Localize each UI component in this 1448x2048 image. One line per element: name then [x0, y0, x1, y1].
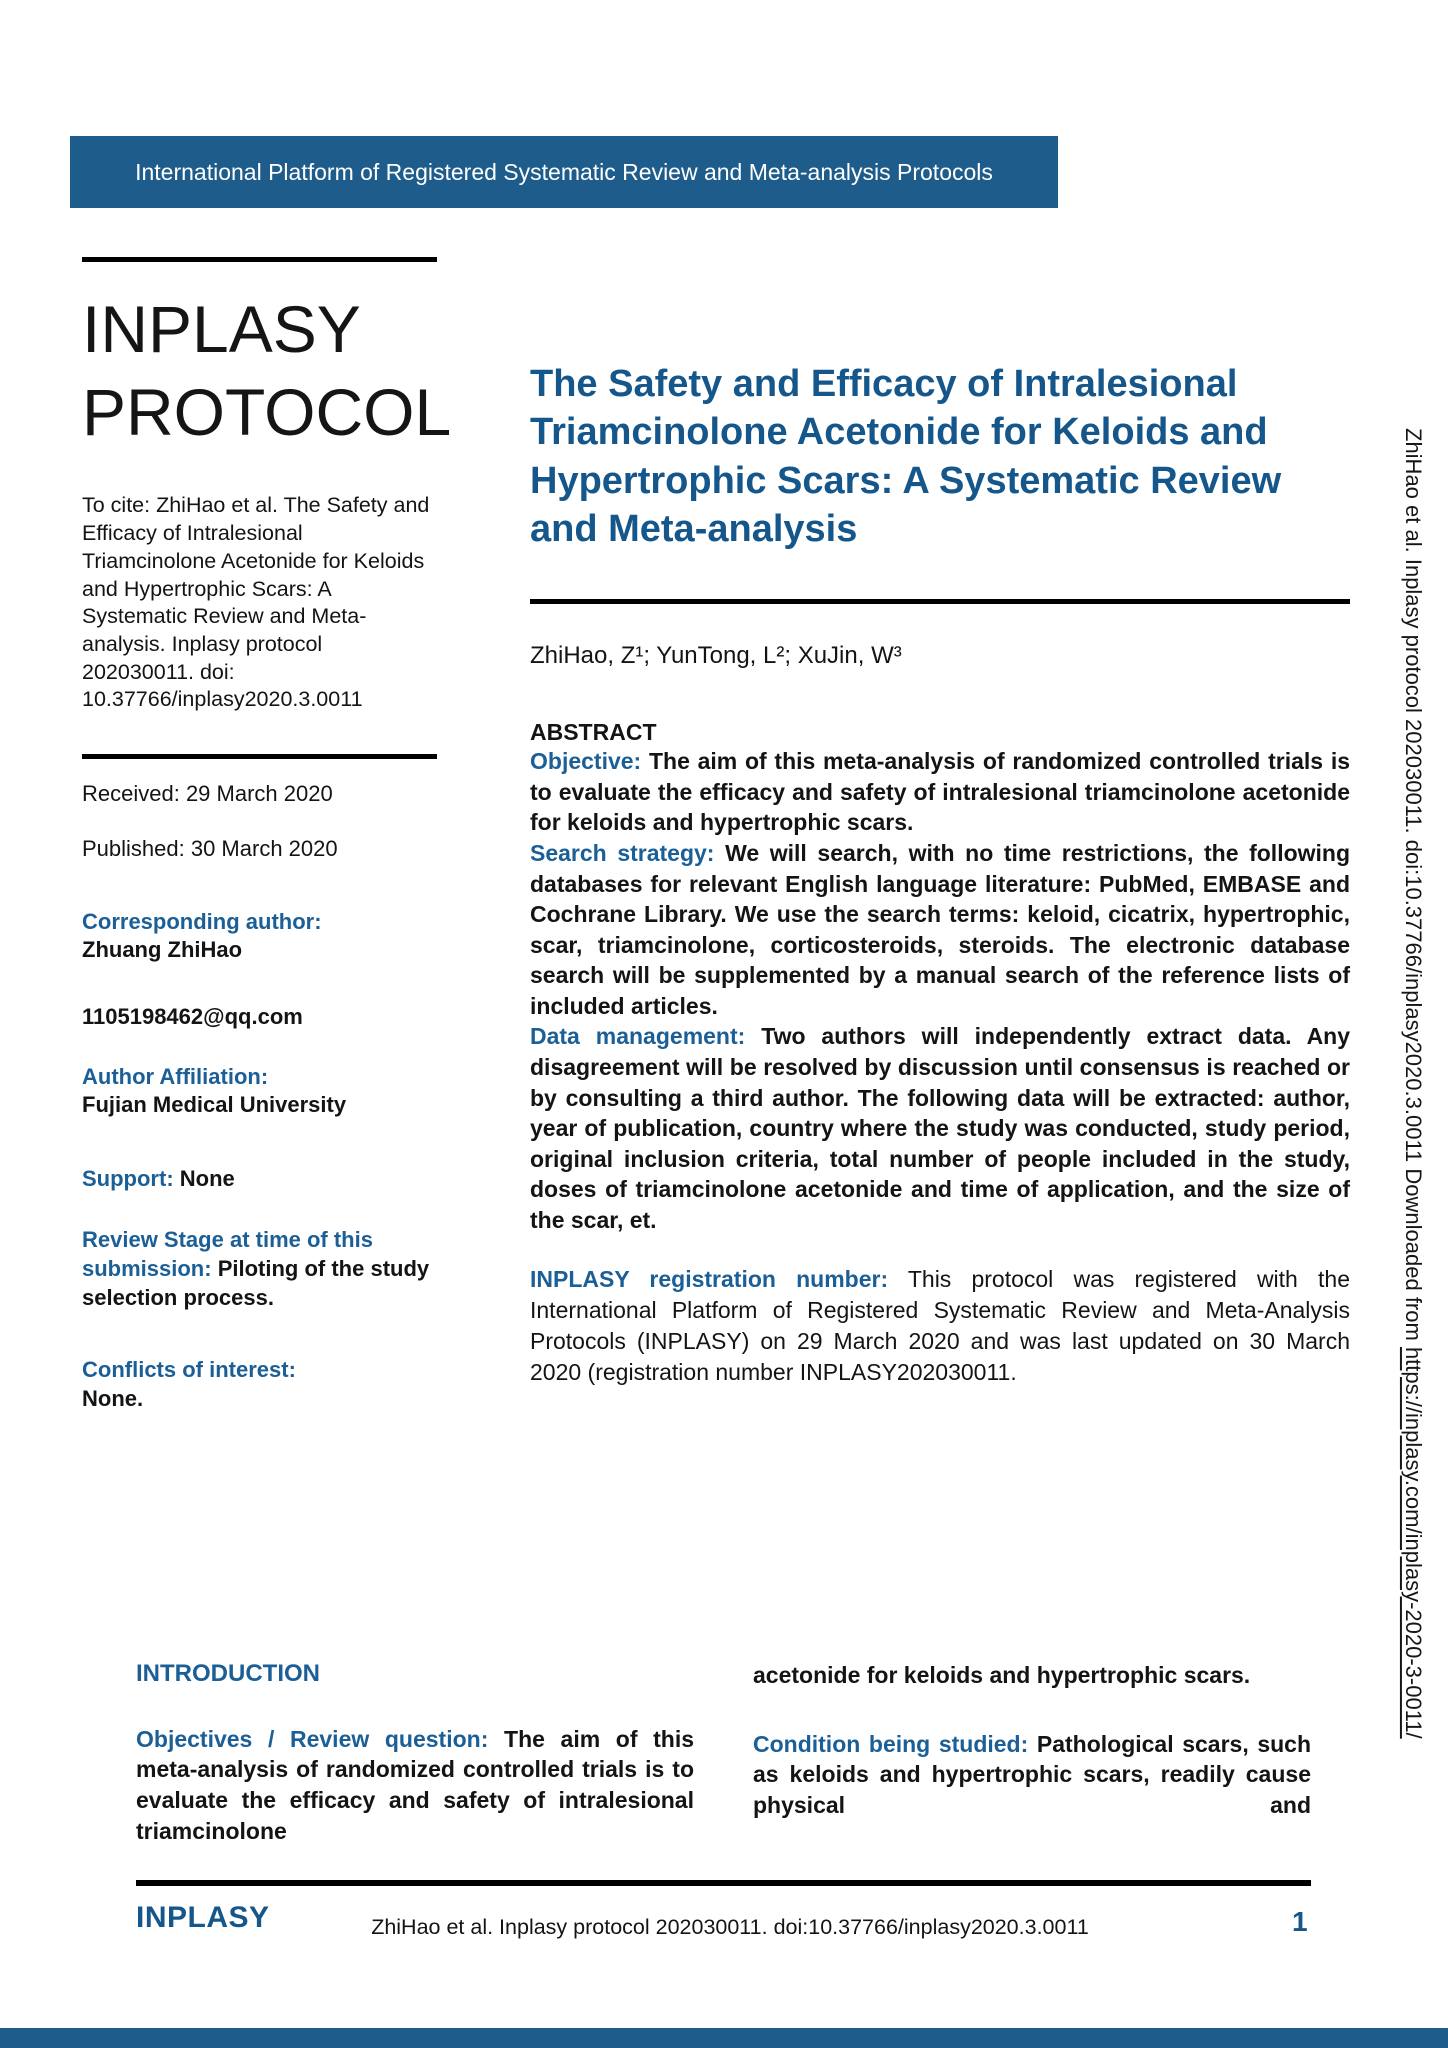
affiliation-block	[82, 1063, 437, 1120]
corresponding-author-name: Zhuang ZhiHao	[82, 937, 243, 963]
left-column	[82, 257, 452, 1413]
conflicts-label: Conflicts of interest:	[82, 1357, 296, 1383]
objectives-text-col1: The aim of this meta-analysis of randomized controlled trials is to evaluate the efficacy and safety of intralesional triamcinolone	[136, 1725, 695, 1844]
title-rule	[530, 599, 1350, 604]
affiliation-value: Fujian Medical University	[82, 1092, 347, 1118]
banner	[70, 136, 1058, 208]
search-strategy-text: We will search, with no time restrictions, the following databases for relevant English language literature: PubMed, EMBASE and Cochrane Library. We use the search terms: keloid, cicatrix, hypertrophic, scar, triamcinolone, corticosteroids, steroids. The electronic database search will be supplemented by a manual search of the reference lists of included articles.	[530, 839, 1351, 1019]
bottom-bar	[0, 2028, 1448, 2048]
objectives-text-col2: acetonide for keloids and hypertrophic scars.	[753, 1662, 1251, 1688]
conflicts-block	[82, 1356, 437, 1413]
introduction-left-column	[136, 1660, 694, 1846]
corresponding-author-label: Corresponding author:	[82, 908, 322, 934]
objective-label: Objective:	[530, 748, 642, 775]
review-stage-block	[82, 1226, 437, 1312]
condition-paragraph	[753, 1729, 1311, 1821]
support-block	[82, 1165, 437, 1194]
review-stage-value: Piloting of the study selection process.	[82, 1256, 430, 1310]
masthead-line1: INPLASY	[82, 292, 361, 366]
footer-logo: INPLASY	[136, 1901, 270, 1934]
article-title: The Safety and Efficacy of Intralesional Triamcinolone Acetonide for Keloids and Hypertrophic Scars: A Systematic Review and Meta-analysis	[530, 363, 1282, 550]
objective-text: The aim of this meta-analysis of randomized controlled trials is to evaluate the efficacy and safety of intralesional triamcinolone acetonide for keloids and hypertrophic scars.	[530, 748, 1350, 836]
condition-label: Condition being studied:	[753, 1730, 1029, 1757]
footer-rule	[136, 1880, 1311, 1886]
article-column	[530, 330, 1350, 1388]
abstract-data-management	[530, 1021, 1350, 1235]
introduction-heading: INTRODUCTION	[136, 1660, 320, 1687]
masthead	[82, 288, 452, 454]
condition-text: Pathological scars, such as keloids and hypertrophic scars, readily cause physical and	[753, 1730, 1311, 1818]
side-note-link[interactable]: https://inplasy.com/inplasy-2020-3-0011/	[1401, 1346, 1426, 1739]
conflicts-value: None.	[82, 1385, 144, 1411]
page-number: 1	[1292, 1906, 1308, 1937]
authors-line: ZhiHao, Z¹; YunTong, L²; XuJin, W³	[530, 642, 902, 669]
side-note-text: ZhiHao et al. Inplasy protocol 202030011. doi:10.37766/inplasy2020.3.0011 Downloaded from	[1401, 428, 1426, 1347]
review-stage-label: Review Stage at time of this submission:	[82, 1227, 373, 1282]
masthead-line2: PROTOCOL	[82, 375, 452, 450]
abstract-heading: ABSTRACT	[530, 719, 657, 746]
objectives-review-label: Objectives / Review question:	[136, 1725, 489, 1752]
masthead-top-rule	[82, 257, 437, 262]
abstract-objective	[530, 746, 1350, 838]
published-date: Published: 30 March 2020	[82, 836, 338, 862]
corresponding-author-block	[82, 908, 437, 965]
data-management-text: Two authors will independently extract data. Any disagreement will be resolved by discussion until consensus is reached or by consulting a third author. The following data will be extracted: author, year of publication, country where the study was conducted, study period, original inclusion criteria, total number of people included in the study, doses of triamcinolone acetonide and time of application, and the size of the scar, et.	[530, 1023, 1351, 1233]
registration-label: INPLASY registration number:	[530, 1266, 889, 1293]
footer-citation: ZhiHao et al. Inplasy protocol 202030011. doi:10.37766/inplasy2020.3.0011	[371, 1915, 1089, 1939]
email-address: 1105198462@qq.com	[82, 1003, 303, 1029]
affiliation-label: Author Affiliation:	[82, 1063, 269, 1089]
to-cite-note: To cite: ZhiHao et al. The Safety and Efficacy of Intralesional Triamcinolone Acetonide for Keloids and Hypertrophic Scars: A Systematic Review and Meta-analysis. Inplasy protocol 202030011. doi: 10.37766/inplasy2020.3.0011	[82, 493, 430, 712]
side-note	[1400, 428, 1426, 2008]
banner-text: International Platform of Registered Systematic Review and Meta-analysis Protocols	[135, 158, 993, 185]
registration-text: This protocol was registered with the International Platform of Registered Systematic Review and Meta-Analysis Protocols (INPLASY) on 29 March 2020 and was last updated on 30 March 2020 (registration number INPLASY202030011.	[530, 1266, 1350, 1386]
abstract-search-strategy	[530, 838, 1350, 1021]
support-value: None	[179, 1165, 235, 1191]
search-strategy-label: Search strategy:	[530, 839, 715, 866]
data-management-label: Data management:	[530, 1023, 746, 1050]
received-date: Received: 29 March 2020	[82, 781, 333, 807]
support-label: Support:	[82, 1165, 174, 1191]
dates-top-rule	[82, 754, 437, 759]
introduction-right-column	[753, 1660, 1311, 1820]
objectives-paragraph	[136, 1724, 694, 1846]
registration-paragraph	[530, 1264, 1350, 1388]
